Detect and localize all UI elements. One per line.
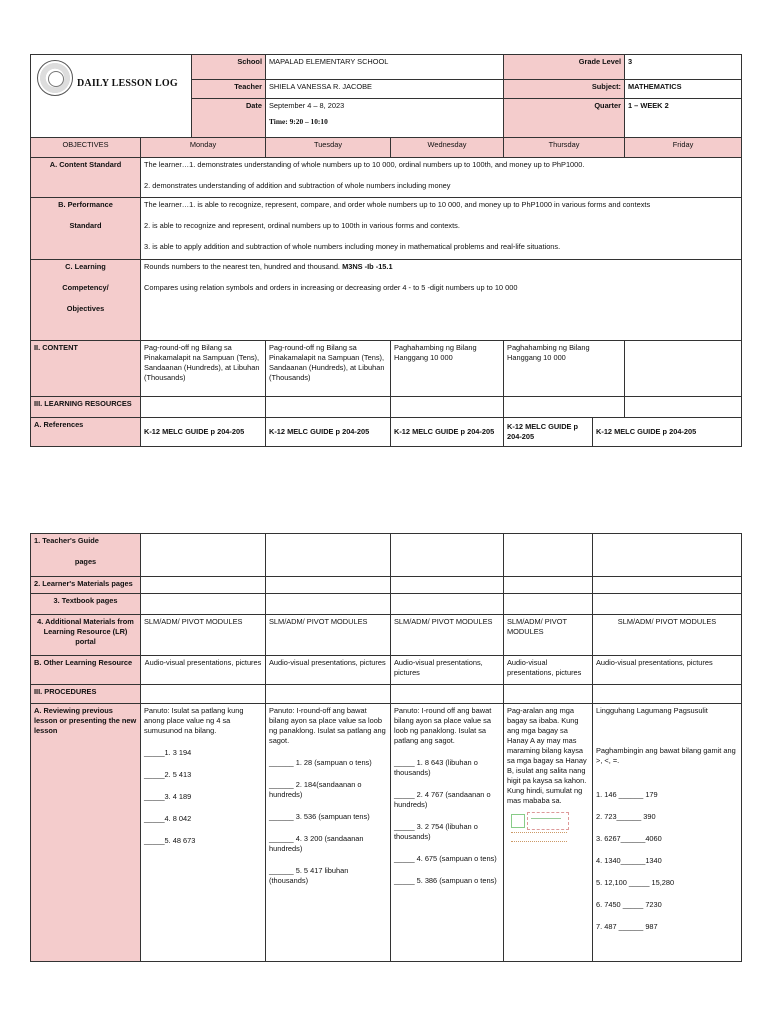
proc-friday (593, 685, 742, 704)
competency-line-1 (144, 262, 738, 272)
quarter-value: 1 – WEEK 2 (625, 99, 742, 138)
performance-standard-label (31, 198, 141, 260)
additional-thursday: SLM/ADM/ PIVOT MODULES (504, 615, 593, 656)
proc-wednesday (391, 685, 504, 704)
school-value: MAPALAD ELEMENTARY SCHOOL (266, 55, 504, 80)
list-item: _____ 5. 386 (sampuan o tens) (394, 875, 497, 885)
date-value: September 4 – 8, 2023 (269, 101, 345, 110)
header-logo-cell (31, 55, 192, 138)
performance-label-line-1: B. Performance (58, 200, 113, 209)
textbook-pages-label: 3. Textbook pages (31, 594, 141, 615)
list-item: _____ 4. 675 (sampuan o tens) (394, 853, 497, 863)
competency-code: M3NS -Ib -15.1 (342, 262, 393, 271)
content-monday: Pag-round-off ng Bilang sa Pinakamalapit na Sampuan (Tens), Sandaanan (Hundreds), at Libuhan (Thousands) (141, 341, 266, 397)
friday-header: Friday (625, 138, 742, 158)
tb-thursday (504, 594, 593, 615)
ref-wednesday: K-12 MELC GUIDE p 204-205 (391, 418, 504, 447)
competency-label-line-1: C. Learning (65, 262, 106, 271)
date-label: Date (192, 99, 266, 138)
additional-monday: SLM/ADM/ PIVOT MODULES (141, 615, 266, 656)
review-thursday-instruction: Pag-aralan ang mga bagay sa ibaba. Kung ang mga bagay sa Hanay A ay may mas maraming bilang kaysa sa mga bagay sa Hanay B, isulat ang salita nang higit pa kaysa sa kahon. Kung hindi, sumulat ng mas mababa sa. (507, 706, 587, 805)
tg-label-line-2: pages (74, 556, 97, 566)
lr-friday (625, 397, 742, 418)
review-friday (593, 704, 742, 962)
additional-tuesday: SLM/ADM/ PIVOT MODULES (266, 615, 391, 656)
teachers-guide-label (31, 534, 141, 577)
content-friday (625, 341, 742, 397)
tg-monday (141, 534, 266, 577)
teacher-value: SHIELA VANESSA R. JACOBE (266, 80, 504, 99)
tg-label-line-1: 1. Teacher's Guide (34, 536, 99, 545)
content-tuesday: Pag-round-off ng Bilang sa Pinakamalapit na Sampuan (Tens), Sandaanan (Hundreds), at Libuhan (Thousands) (266, 341, 391, 397)
list-item: ______ 5. 5 417 libuhan (thousands) (269, 865, 349, 885)
performance-line-2: 2. is able to recognize and represent, ordinal numbers up to 100th in various forms and contexts. (144, 220, 460, 230)
list-item: 2. 723______ 390 (596, 811, 656, 821)
learning-resources-label: III. LEARNING RESOURCES (31, 397, 141, 418)
tg-tuesday (266, 534, 391, 577)
comparison-picture (509, 810, 579, 844)
list-item: 3. 6267______4060 (596, 833, 662, 843)
grade-level-label: Grade Level (504, 55, 625, 80)
lm-thursday (504, 577, 593, 594)
competency-label (31, 260, 141, 341)
lesson-log-page-1 (30, 54, 742, 447)
list-item: _____1. 3 194 (144, 747, 192, 757)
review-friday-instruction: Paghambingin ang bawat bilang gamit ang >, <, =. (596, 745, 736, 765)
lr-wednesday (391, 397, 504, 418)
tg-thursday (504, 534, 593, 577)
ref-tuesday: K-12 MELC GUIDE p 204-205 (266, 418, 391, 447)
proc-tuesday (266, 685, 391, 704)
ref-thursday: K-12 MELC GUIDE p 204-205 (504, 418, 593, 447)
review-tuesday (266, 704, 391, 962)
list-item: _____2. 5 413 (144, 769, 192, 779)
list-item: 5. 12,100 _____ 15,280 (596, 877, 675, 887)
additional-wednesday: SLM/ADM/ PIVOT MODULES (391, 615, 504, 656)
competency-text (141, 260, 742, 341)
competency-line-2: Compares using relation symbols and orders in increasing or decreasing order 4 - to 5 -digit numbers up to 10 000 (144, 282, 518, 292)
list-item: 1. 146 ______ 179 (596, 789, 658, 799)
competency-line-1-text: Rounds numbers to the nearest ten, hundred and thousand. (144, 262, 340, 271)
list-item: 7. 487 ______ 987 (596, 921, 658, 931)
list-item: _____5. 48 673 (144, 835, 196, 845)
monday-header: Monday (141, 138, 266, 158)
list-item: _____ 2. 4 767 (sandaanan o hundreds) (394, 789, 491, 809)
list-item: _____4. 8 042 (144, 813, 192, 823)
review-monday-instruction: Panuto: Isulat sa patlang kung anong place value ng 4 sa sumusunod na bilang. (144, 706, 244, 735)
lm-tuesday (266, 577, 391, 594)
review-label: A. Reviewing previous lesson or presenting the new lesson (31, 704, 141, 962)
tb-friday (593, 594, 742, 615)
list-item: 6. 7450 _____ 7230 (596, 899, 662, 909)
tg-wednesday (391, 534, 504, 577)
performance-label-line-2: Standard (69, 220, 102, 230)
list-item: _____ 3. 2 754 (libuhan o thousands) (394, 821, 478, 841)
content-wednesday: Paghahambing ng Bilang Hanggang 10 000 (391, 341, 504, 397)
tb-tuesday (266, 594, 391, 615)
date-cell (266, 99, 504, 138)
list-item: ______ 4. 3 200 (sandaanan hundreds) (269, 833, 364, 853)
school-label: School (192, 55, 266, 80)
ref-monday: K-12 MELC GUIDE p 204-205 (141, 418, 266, 447)
learners-materials-label: 2. Learner's Materials pages (31, 577, 141, 594)
review-wednesday-instruction: Panuto: I-round off ang bawat bilang ayon sa place value sa loob ng panaklong. Isulat sa patlang ang sagot. (394, 706, 492, 745)
proc-thursday (504, 685, 593, 704)
lr-monday (141, 397, 266, 418)
subject-label: Subject: (504, 80, 625, 99)
other-friday: Audio-visual presentations, pictures (593, 656, 742, 685)
subject-value: MATHEMATICS (625, 80, 742, 99)
lm-monday (141, 577, 266, 594)
performance-standard-text (141, 198, 742, 260)
document-title: DAILY LESSON LOG (77, 78, 178, 89)
references-label: A. References (31, 418, 141, 447)
other-thursday: Audio-visual presentations, pictures (504, 656, 593, 685)
list-item: ______ 2. 184(sandaanan o hundreds) (269, 779, 362, 799)
content-standard-text (141, 158, 742, 198)
grade-level-value: 3 (625, 55, 742, 80)
competency-label-line-3: Objectives (66, 303, 105, 313)
review-wednesday (391, 704, 504, 962)
procedures-label: III. PROCEDURES (31, 685, 141, 704)
content-standard-line-2: 2. demonstrates understanding of addition and subtraction of whole numbers including money (144, 180, 451, 190)
other-tuesday: Audio-visual presentations, pictures (266, 656, 391, 685)
content-standard-line-1: The learner…1. demonstrates understanding of whole numbers up to 10 000, ordinal numbers up to 100th, and money up to PhP1000. (144, 160, 585, 169)
lr-tuesday (266, 397, 391, 418)
tg-friday (593, 534, 742, 577)
content-standard-label: A. Content Standard (31, 158, 141, 198)
performance-line-1: The learner…1. is able to recognize, represent, compare, and order whole numbers up to 10 000, and money up to PhP1000 in various forms and contexts (144, 200, 651, 209)
time-value: Time: 9:20 – 10:10 (269, 116, 328, 126)
tb-wednesday (391, 594, 504, 615)
content-label: II. CONTENT (31, 341, 141, 397)
tb-monday (141, 594, 266, 615)
list-item: _____3. 4 189 (144, 791, 192, 801)
thursday-header: Thursday (504, 138, 625, 158)
other-monday: Audio-visual presentations, pictures (141, 656, 266, 685)
tuesday-header: Tuesday (266, 138, 391, 158)
list-item: _____ 1. 8 643 (libuhan o thousands) (394, 757, 478, 777)
performance-line-3: 3. is able to apply addition and subtraction of whole numbers including money in mathematical problems and real-life situations. (144, 241, 561, 251)
deped-seal-icon (37, 60, 73, 96)
review-friday-title: Lingguhang Lagumang Pagsusulit (596, 706, 708, 715)
content-thursday: Paghahambing ng Bilang Hanggang 10 000 (504, 341, 625, 397)
competency-label-line-2: Competency/ (62, 282, 109, 292)
lm-friday (593, 577, 742, 594)
additional-materials-label: 4. Additional Materials from Learning Resource (LR) portal (31, 615, 141, 656)
quarter-label: Quarter (504, 99, 625, 138)
proc-monday (141, 685, 266, 704)
teacher-label: Teacher (192, 80, 266, 99)
review-monday (141, 704, 266, 962)
lm-wednesday (391, 577, 504, 594)
list-item: ______ 3. 536 (sampuan tens) (269, 811, 370, 821)
lr-thursday (504, 397, 625, 418)
other-resources-label: B. Other Learning Resource (31, 656, 141, 685)
ref-friday: K-12 MELC GUIDE p 204-205 (593, 418, 742, 447)
review-thursday (504, 704, 593, 962)
other-wednesday: Audio-visual presentations, pictures (391, 656, 504, 685)
list-item: 4. 1340______1340 (596, 855, 662, 865)
list-item: ______ 1. 28 (sampuan o tens) (269, 757, 372, 767)
review-tuesday-instruction: Panuto: I-round-off ang bawat bilang ayon sa place value sa loob ng panaklong. Isulat sa patlang ang sagot. (269, 706, 386, 745)
lesson-log-page-2 (30, 533, 742, 962)
objectives-header: OBJECTIVES (31, 138, 141, 158)
wednesday-header: Wednesday (391, 138, 504, 158)
additional-friday: SLM/ADM/ PIVOT MODULES (593, 615, 742, 656)
